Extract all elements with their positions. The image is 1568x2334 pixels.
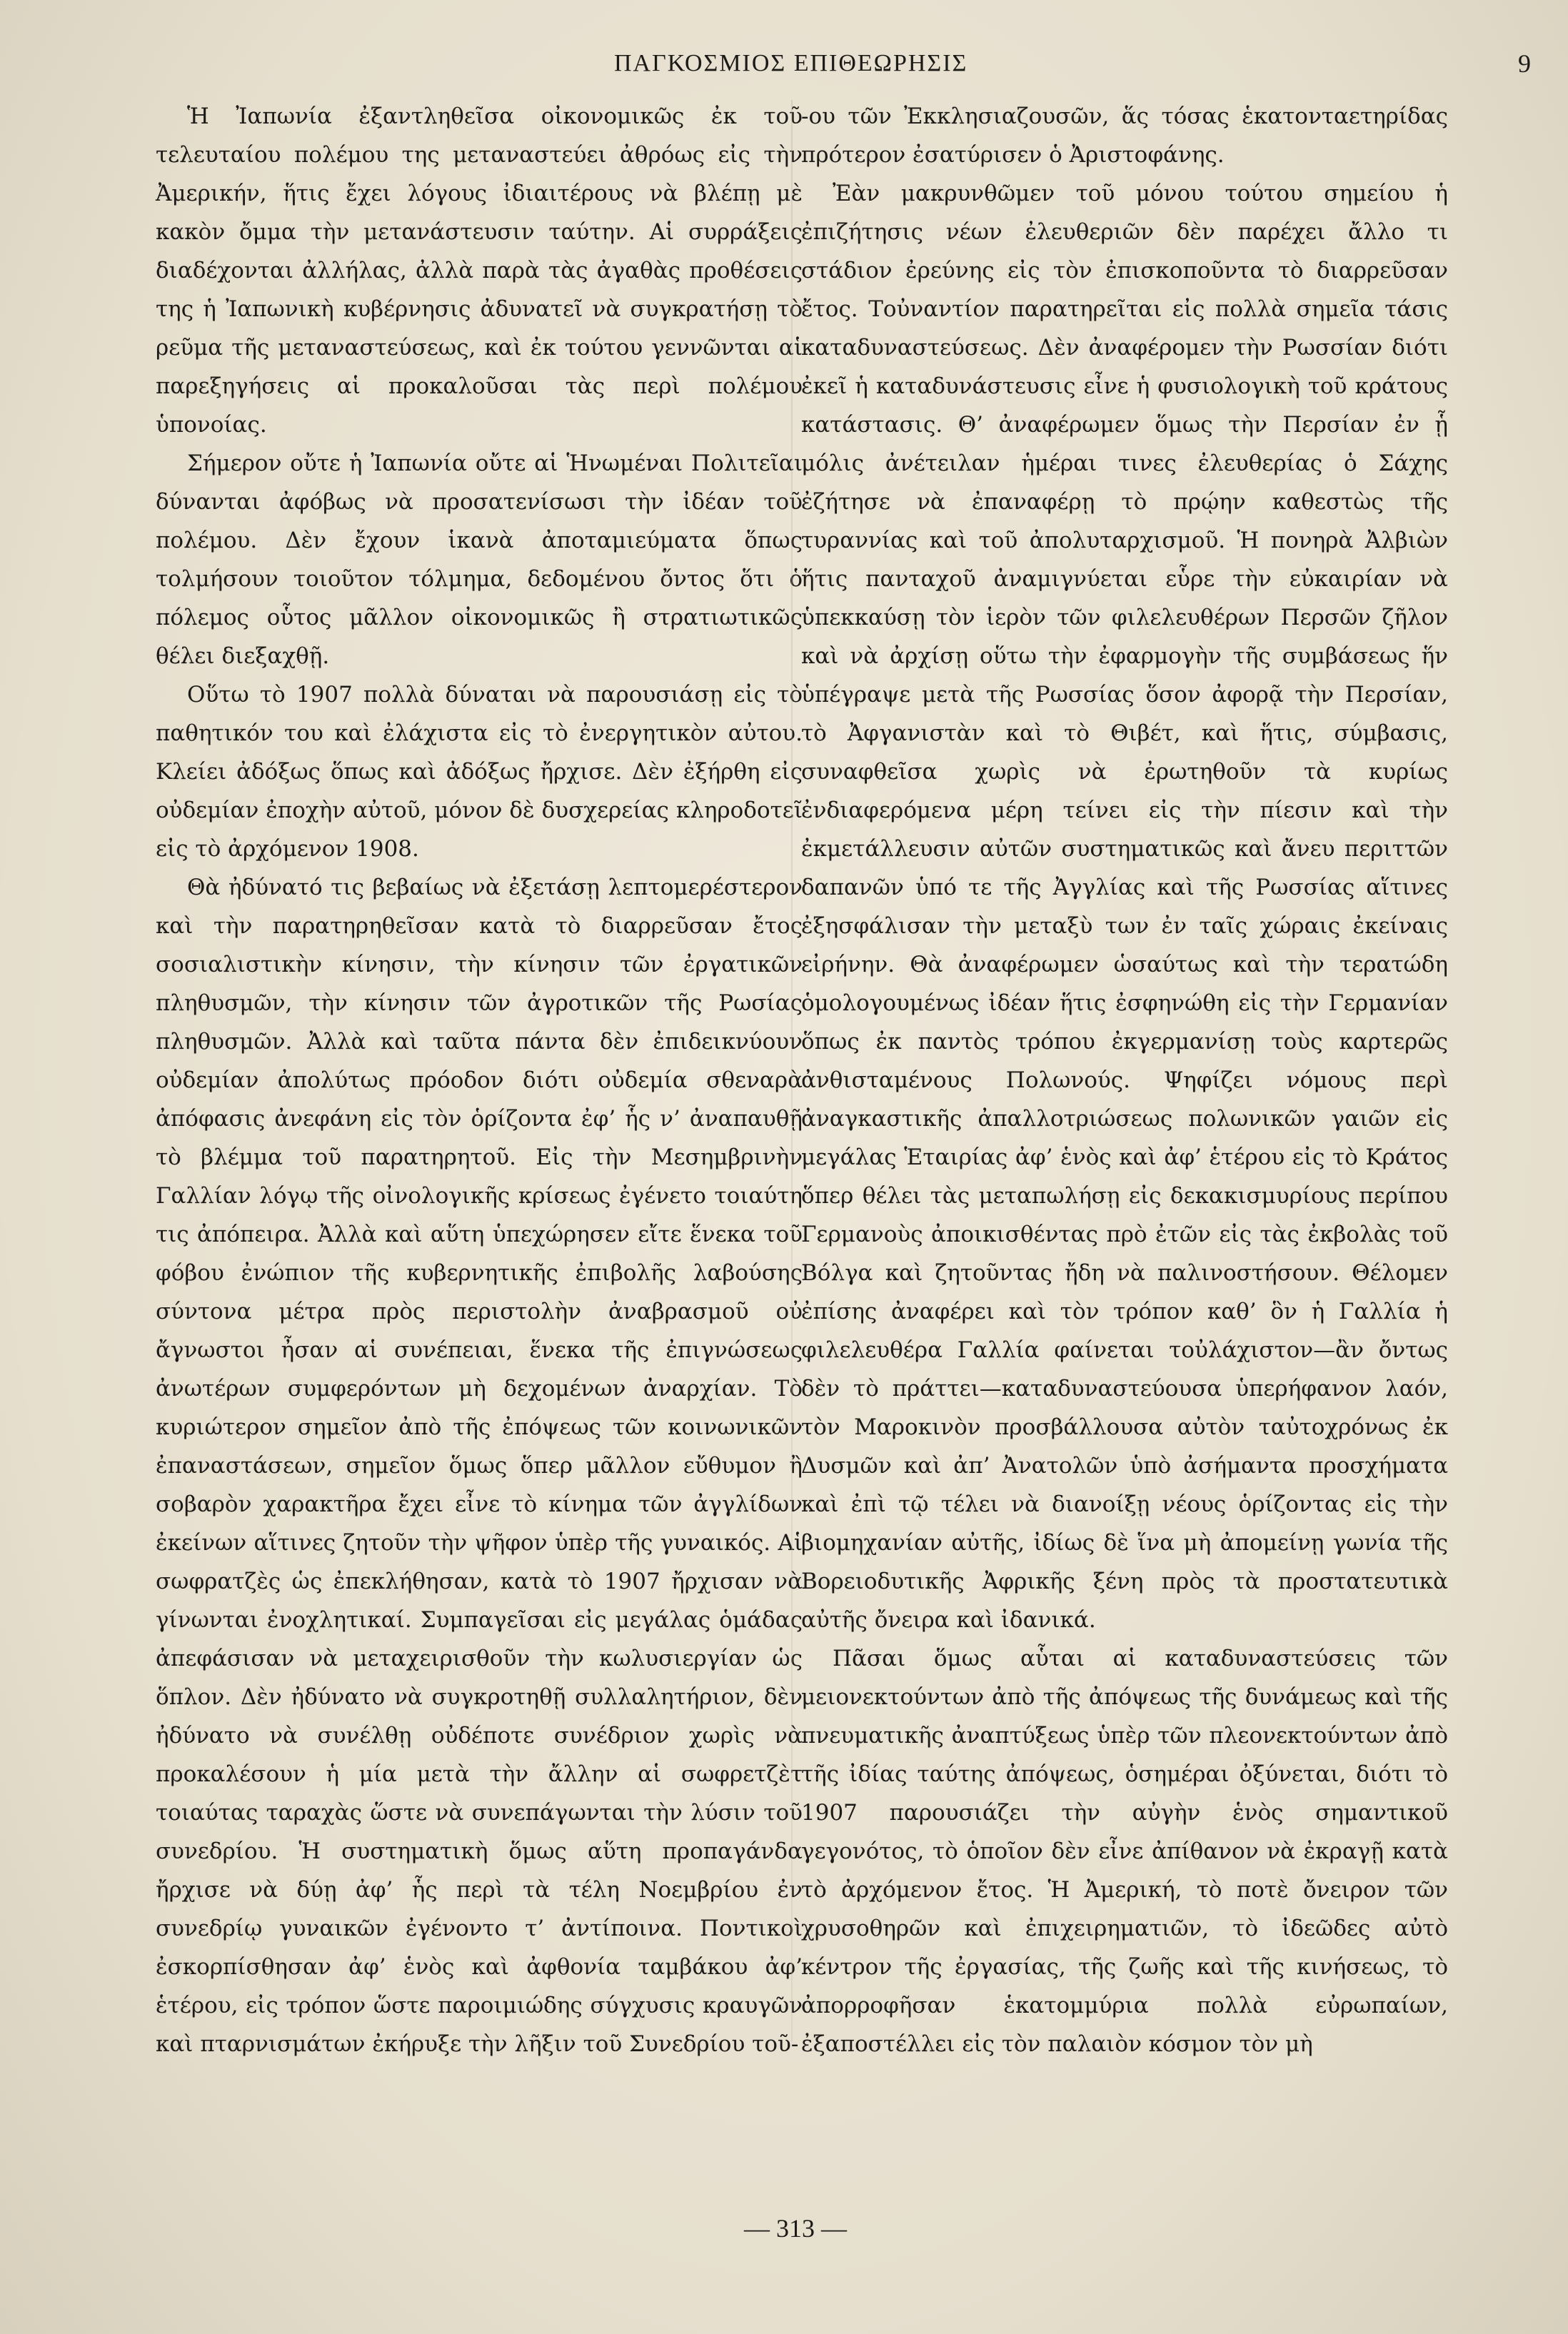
left-column (156, 97, 803, 2063)
paragraph: Ἡ Ἰαπωνία ἐξαντληθεῖσα οἰκονομικῶς ἐκ τοῦ τελευταίου πολέμου της μεταναστεύει ἀθρόως εἰς τὴν Ἀμερικήν, ἥτις ἔχει λόγους ἰδιαιτέρους νὰ βλέπῃ μὲ κακὸν ὄμμα τὴν μετανάστευσιν ταύτην. Αἱ συρράξεις διαδέχονται ἀλλήλας, ἀλλὰ παρὰ τὰς ἀγαθὰς προθέσεις της ἡ Ἰαπωνικὴ κυβέρνησις ἀδυνατεῖ νὰ συγκρατήσῃ τὸ ρεῦμα τῆς μεταναστεύσεως, καὶ ἐκ τούτου γεννῶνται αἱ παρεξηγήσεις αἱ προκαλοῦσαι τὰς περὶ πολέμου ὑπονοίας. (156, 104, 803, 438)
folio-number: — 313 — (744, 2214, 847, 2243)
page-number: 9 (1518, 49, 1531, 78)
paragraph: -ου τῶν Ἐκκλησιαζουσῶν, ἅς τόσας ἑκατονταετηρίδας πρότερον ἐσατύρισεν ὁ Ἀριστοφάνης. (801, 104, 1448, 168)
right-column (801, 97, 1448, 2063)
paragraph: Σήμερον οὔτε ἡ Ἰαπωνία οὔτε αἱ Ἡνωμέναι Πολιτεῖαι δύνανται ἀφόβως νὰ προσατενίσωσι τὴν ἰδέαν τοῦ πολέμου. Δὲν ἔχουν ἱκανὰ ἀποταμιεύματα ὅπως τολμήσουν τοιοῦτον τόλμημα, δεδομένου ὄντος ὅτι ὁ πόλεμος οὗτος μᾶλλον οἰκονομικῶς ἢ στρατιωτικῶς θέλει διεξαχθῇ. (156, 451, 803, 669)
column-divider (791, 100, 793, 2042)
paragraph: Οὕτω τὸ 1907 πολλὰ δύναται νὰ παρουσιάσῃ εἰς τὸ παθητικόν του καὶ ἐλάχιστα εἰς τὸ ἐνεργητικὸν αὐτου. Κλείει ἀδόξως ὅπως καὶ ἀδόξως ἤρχισε. Δὲν ἐξήρθη εἰς οὐδεμίαν ἐποχὴν αὐτοῦ, μόνον δὲ δυσχερείας κληροδοτεῖ εἰς τὸ ἀρχόμενον 1908. (156, 682, 803, 862)
running-head (0, 44, 1568, 87)
paragraph: Πᾶσαι ὅμως αὗται αἱ καταδυναστεύσεις τῶν μειονεκτούντων ἀπὸ τῆς ἀπόψεως τῆς δυνάμεως καὶ τῆς πνευματικῆς ἀναπτύξεως ὑπὲρ τῶν πλεονεκτούντων ἀπὸ τῆς ἰδίας ταύτης ἀπόψεως, ὁσημέραι ὀξύνεται, διότι τὸ 1907 παρουσιάζει τὴν αὐγὴν ἑνὸς σημαντικοῦ γεγονότος, τὸ ὁποῖον δὲν εἶνε ἀπίθανον νὰ ἐκραγῇ κατὰ τὸ ἀρχόμενον ἔτος. Ἡ Ἀμερική, τὸ ποτὲ ὄνειρον τῶν χρυσοθηρῶν καὶ ἐπιχειρηματιῶν, τὸ ἰδεῶδες αὐτὸ κέντρον τῆς ἐργασίας, τῆς ζωῆς καὶ τῆς κινήσεως, τὸ ἀπορροφῆσαν ἑκατομμύρια πολλὰ εὐρωπαίων, ἐξαποστέλλει εἰς τὸν παλαιὸν κόσμον τὸν μὴ (801, 1646, 1448, 2057)
paragraph: Θὰ ἠδύνατό τις βεβαίως νὰ ἐξετάσῃ λεπτομερέστερον καὶ τὴν παρατηρηθεῖσαν κατὰ τὸ διαρρεῦσαν ἔτος σοσιαλιστικὴν κίνησιν, τὴν κίνησιν τῶν ἐργατικῶν πληθυσμῶν, τὴν κίνησιν τῶν ἀγροτικῶν τῆς Ρωσίας πληθυσμῶν. Ἀλλὰ καὶ ταῦτα πάντα δὲν ἐπιδεικνύουν οὐδεμίαν ἀπολύτως πρόοδον διότι οὐδεμία σθεναρὰ ἀπόφασις ἀνεφάνη εἰς τὸν ὁρίζοντα ἐφ’ ἧς ν’ ἀναπαυθῇ τὸ βλέμμα τοῦ παρατηρητοῦ. Εἰς τὴν Μεσημβρινὴν Γαλλίαν λόγῳ τῆς οἰνολογικῆς κρίσεως ἐγένετο τοιαύτη τις ἀπόπειρα. Ἀλλὰ καὶ αὕτη ὑπεχώρησεν εἴτε ἕνεκα τοῦ φόβου ἐνώπιον τῆς κυβερνητικῆς ἐπιβολῆς λαβούσης σύντονα μέτρα πρὸς περιστολὴν ἀναβρασμοῦ οὐ ἄγνωστοι ἦσαν αἱ συνέπειαι, ἕνεκα τῆς ἐπιγνώσεως ἀνωτέρων συμφερόντων μὴ δεχομένων ἀναρχίαν. Τὸ κυριώτερον σημεῖον ἀπὸ τῆς ἐπόψεως τῶν κοινωνικῶν ἐπαναστάσεων, σημεῖον ὅμως ὅπερ μᾶλλον εὔθυμον ἢ σοβαρὸν χαρακτῆρα ἔχει εἶνε τὸ κίνημα τῶν ἀγγλίδων ἐκείνων αἵτινες ζητοῦν τὴν ψῆφον ὑπὲρ τῆς γυναικός. Αἱ σωφρατζὲς ὡς ἐπεκλήθησαν, κατὰ τὸ 1907 ἤρχισαν νὰ γίνωνται ἐνοχλητικαί. Συμπαγεῖσαι εἰς μεγάλας ὁμάδας ἀπεφάσισαν νὰ μεταχειρισθοῦν τὴν κωλυσιεργίαν ὡς ὅπλον. Δὲν ἠδύνατο νὰ συγκροτηθῇ συλλαλητήριον, δὲν ἠδύνατο νὰ συνέλθῃ οὐδέποτε συνέδριον χωρὶς νὰ προκαλέσουν ἡ μία μετὰ τὴν ἄλλην αἱ σωφρετζὲτ τοιαύτας ταραχὰς ὥστε νὰ συνεπάγωνται τὴν λύσιν τοῦ συνεδρίου. Ἡ συστηματικὴ ὅμως αὕτη προπαγάνδα ἤρχισε νὰ δύῃ ἀφ’ ἧς περὶ τὰ τέλη Νοεμβρίου ἐν συνεδρίῳ γυναικῶν ἐγένοντο τ’ ἀντίποινα. Ποντικοὶ ἐσκορπίσθησαν ἀφ’ ἑνὸς καὶ ἀφθονία ταμβάκου ἀφ’ ἑτέρου, εἰς τρόπον ὥστε παροιμιώδης σύγχυσις κραυγῶν καὶ πταρνισμάτων ἐκήρυξε τὴν λῆξιν τοῦ Συνεδρίου τοῦ- (156, 875, 803, 2057)
paragraph: Ἐὰν μακρυνθῶμεν τοῦ μόνου τούτου σημείου ἡ ἐπιζήτησις νέων ἐλευθεριῶν δὲν παρέχει ἄλλο τι στάδιον ἐρεύνης εἰς τὸν ἐπισκοποῦντα τὸ διαρρεῦσαν ἔτος. Τοὐναντίον παρατηρεῖται εἰς πολλὰ σημεῖα τάσις καταδυναστεύσεως. Δὲν ἀναφέρομεν τὴν Ρωσσίαν διότι ἐκεῖ ἡ καταδυνάστευσις εἶνε ἡ φυσιολογικὴ τοῦ κράτους κατάστασις. Θ’ ἀναφέρωμεν ὅμως τὴν Περσίαν ἐν ᾗ μόλις ἀνέτειλαν ἡμέραι τινες ἐλευθερίας ὁ Σάχης ἐζήτησε νὰ ἐπαναφέρῃ τὸ πρῴην καθεστὼς τῆς τυραννίας καὶ τοῦ ἀπολυταρχισμοῦ. Ἡ πονηρὰ Ἀλβιὼν ἥτις πανταχοῦ ἀναμιγνύεται εὗρε τὴν εὐκαιρίαν νὰ ὑπεκκαύσῃ τὸν ἱερὸν τῶν φιλελευθέρων Περσῶν ζῆλον καὶ νὰ ἀρχίσῃ οὕτω τὴν ἐφαρμογὴν τῆς συμβάσεως ἥν ὑπέγραψε μετὰ τῆς Ρωσσίας ὅσον ἀφορᾷ τὴν Περσίαν, τὸ Ἀφγανιστὰν καὶ τὸ Θιβέτ, καὶ ἥτις, σύμβασις, συναφθεῖσα χωρὶς νὰ ἐρωτηθοῦν τὰ κυρίως ἐνδιαφερόμενα μέρη τείνει εἰς τὴν πίεσιν καὶ τὴν ἐκμετάλλευσιν αὐτῶν συστηματικῶς καὶ ἄνευ περιττῶν δαπανῶν ὑπό τε τῆς Ἀγγλίας καὶ τῆς Ρωσσίας αἵτινες ἐξησφάλισαν τὴν μεταξὺ των ἐν ταῖς χώραις ἐκείναις εἰρήνην. Θὰ ἀναφέρωμεν ὡσαύτως καὶ τὴν τερατώδη ὁμολογουμένως ἰδέαν ἥτις ἐσφηνώθη εἰς τὴν Γερμανίαν ὅπως ἐκ παντὸς τρόπου ἐκγερμανίσῃ τοὺς καρτερῶς ἀνθισταμένους Πολωνούς. Ψηφίζει νόμους περὶ ἀναγκαστικῆς ἀπαλλοτριώσεως πολωνικῶν γαιῶν εἰς μεγάλας Ἑταιρίας ἀφ’ ἑνὸς καὶ ἀφ’ ἑτέρου εἰς τὸ Κράτος ὅπερ θέλει τὰς μεταπωλήσῃ εἰς δεκακισμυρίους περίπου Γερμανοὺς ἀποικισθέντας πρὸ ἐτῶν εἰς τὰς ἐκβολὰς τοῦ Βόλγα καὶ ζητοῦντας ἤδη νὰ παλινοστήσουν. Θέλομεν ἐπίσης ἀναφέρει καὶ τὸν τρόπον καθ’ ὃν ἡ Γαλλία ἡ φιλελευθέρα Γαλλία φαίνεται τοὐλάχιστον—ἂν ὄντως δὲν τὸ πράττει—καταδυναστεύουσα ὑπερήφανον λαόν, τὸν Μαροκινὸν προσβάλλουσα αὐτὸν ταὐτοχρόνως ἐκ Δυσμῶν καὶ ἀπ’ Ἀνατολῶν ὑπὸ ἀσήμαντα προσχήματα καὶ ἐπὶ τῷ τέλει νὰ διανοίξῃ νέους ὁρίζοντας εἰς τὴν βιομηχανίαν αὐτῆς, ἰδίως δὲ ἵνα μὴ ἀπομείνῃ γωνία τῆς Βορειοδυτικῆς Ἀφρικῆς ξένη πρὸς τὰ προστατευτικὰ αὐτῆς ὄνειρα καὶ ἰδανικά. (801, 181, 1448, 1633)
running-title: ΠΑΓΚΟΣΜΙΟΣ ΕΠΙΘΕΩΡΗΣΙΣ (614, 50, 968, 76)
page-footer (0, 2213, 1568, 2256)
